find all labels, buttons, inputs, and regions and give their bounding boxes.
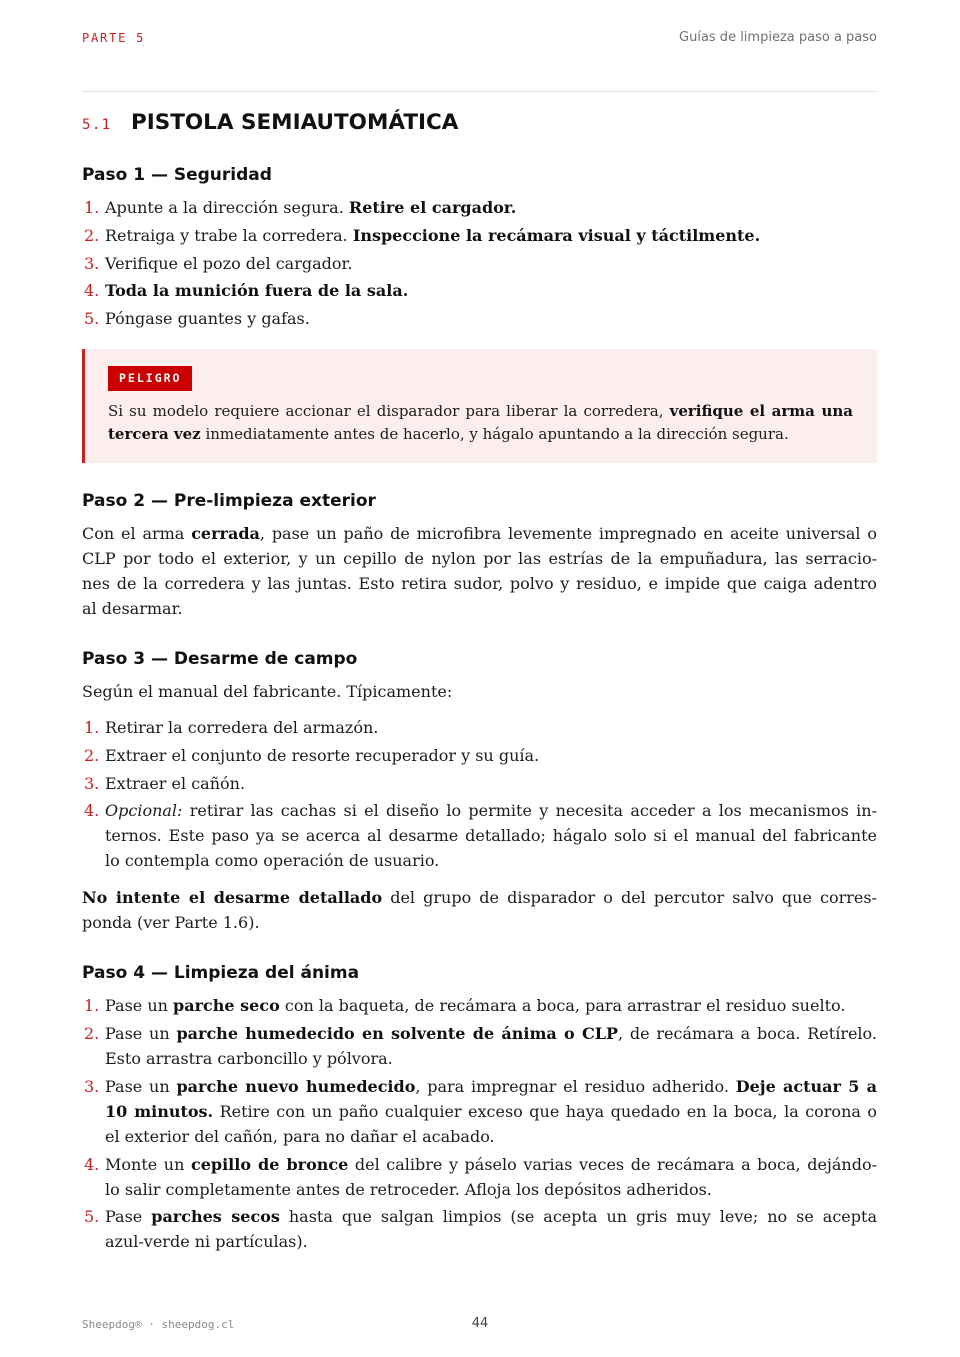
text-run: ponda (ver Parte 1.6).: [82, 913, 260, 933]
text-run: Póngase guantes y gafas.: [105, 309, 310, 328]
text-run: del grupo de disparador o del percutor salvo que corres-: [382, 888, 878, 908]
list-item: [82, 743, 877, 768]
list-item-line-text: [105, 746, 539, 765]
list-item-line: [105, 1074, 877, 1099]
list-item-line: [105, 251, 877, 276]
paragraph-line: [82, 910, 877, 935]
bold-text: tercera vez: [108, 424, 201, 443]
text-run: Monte un: [105, 1154, 191, 1174]
list-item-line-text: [105, 1049, 393, 1068]
text-run: Pase: [105, 1207, 152, 1227]
paragraph-line-text: [82, 574, 877, 593]
bold-text: parche nuevo humedecido: [176, 1076, 416, 1096]
list-item-line: [105, 1124, 877, 1149]
list-item: [82, 1021, 877, 1071]
list-item: [82, 251, 877, 276]
step-heading: Paso 4 — Limpieza del ánima: [82, 963, 360, 984]
list-item-line-text: [105, 801, 877, 820]
paragraph-line-text: [82, 524, 877, 543]
bold-text: Retire el cargador.: [348, 198, 517, 217]
bold-text: parche seco: [173, 996, 280, 1016]
list-item-line: [105, 823, 877, 848]
bold-text: parche humedecido en solvente de ánima o CLP: [176, 1024, 618, 1043]
intro-paragraph: [82, 679, 877, 704]
text-run: Pase un: [105, 1076, 177, 1096]
callout-line-text: [108, 425, 789, 443]
callout-text: [108, 400, 853, 446]
danger-callout: [82, 349, 877, 463]
section-title: PISTOLA SEMIAUTOMÁTICA: [131, 110, 459, 135]
paragraph-line: [82, 521, 877, 546]
text-run: Esto arrastra carboncillo y pólvora.: [105, 1049, 393, 1068]
list-item: [82, 223, 877, 248]
list-item-line: [105, 798, 877, 823]
text-run: lo salir completamente antes de retroceder. Afloja los depósitos adheridos.: [105, 1179, 712, 1199]
list-item-body: [105, 993, 877, 1018]
section-number: 5.1: [82, 117, 112, 133]
list-item: [82, 715, 877, 740]
bold-text: cepillo de bronce: [190, 1154, 349, 1174]
paragraph-line: [82, 546, 877, 571]
list-item-body: [105, 251, 877, 276]
text-run: Según el manual del fabricante. Típicamente:: [82, 682, 453, 701]
paragraph-line: [82, 596, 877, 621]
text-run: Apunte a la dirección segura.: [105, 198, 349, 217]
part-label: PARTE 5: [82, 31, 146, 45]
list-item-line-text: [105, 774, 245, 793]
text-run: Si su modelo requiere accionar el disparador para liberar la corredera,: [108, 401, 670, 420]
list-item-line-text: [105, 226, 760, 245]
text-run: hasta que salgan limpios (se acepta un gris muy leve; no se acepta: [279, 1207, 877, 1227]
text-run: Extraer el conjunto de resorte recuperador y su guía.: [105, 745, 540, 765]
list-item-body: [105, 306, 877, 331]
list-item-line: [105, 306, 877, 331]
text-run: retirar las cachas si el diseño lo permite y necesita acceder a los mecanismos in-: [182, 801, 877, 821]
list-item-line: [105, 223, 877, 248]
step-heading: Paso 1 — Seguridad: [82, 165, 272, 185]
bold-text: Deje actuar 5 a: [735, 1076, 878, 1096]
list-item-line-text: [105, 281, 408, 300]
text-run: Pase un: [105, 996, 174, 1016]
footer-brand: Sheepdog® · sheepdog.cl: [82, 1318, 235, 1331]
paragraph-line: [82, 885, 877, 910]
list-item-line-text: [105, 826, 877, 845]
list-item-body: [105, 278, 877, 303]
list-number: 2.: [84, 1024, 100, 1043]
text-run: nes de la corredera y las juntas. Esto retira sudor, polvo y residuo, e impide que caiga adentro: [82, 574, 877, 593]
step-4: [82, 961, 877, 1254]
step-1: [82, 163, 877, 463]
text-run: al desarmar.: [82, 599, 183, 618]
list-item-body: [105, 1152, 877, 1202]
list-item-line: [105, 1152, 877, 1177]
list-item-line: [105, 1229, 877, 1254]
list-item-body: [105, 1204, 877, 1254]
list-item-body: [105, 771, 877, 796]
list-item-line: [105, 195, 877, 220]
paragraph-line-text: [82, 549, 877, 568]
text-run: , pase un paño de microfibra levemente impregnado en aceite universal o: [259, 524, 878, 543]
list-number: 1.: [84, 996, 100, 1016]
body-paragraph: [82, 521, 877, 621]
list-item-line-text: [105, 309, 310, 328]
text-run: el exterior del cañón, para no dañar el acabado.: [105, 1126, 495, 1146]
text-run: Retirar la corredera del armazón.: [105, 718, 379, 737]
list-item: [82, 1152, 877, 1202]
page-content: [82, 108, 877, 1254]
list-number: 4.: [84, 281, 100, 301]
list-item-body: [105, 743, 877, 768]
list-item-line-text: [105, 1180, 712, 1199]
text-run: ternos. Este paso ya se acerca al desarme detallado; hágalo solo si el manual del fabricante: [105, 826, 877, 846]
list-item: [82, 1074, 877, 1149]
list-number: 3.: [84, 253, 100, 273]
list-number: 5.: [84, 1207, 100, 1227]
numbered-list: [82, 993, 877, 1254]
list-item: [82, 993, 877, 1018]
italic-text: Opcional:: [105, 801, 183, 821]
list-item-line-text: [105, 851, 439, 870]
callout-line: [108, 400, 853, 423]
list-number: 5.: [84, 309, 100, 328]
list-item: [82, 306, 877, 331]
list-item-line: [105, 848, 877, 873]
body-paragraph: [82, 885, 877, 935]
list-item-line: [105, 715, 877, 740]
list-number: 3.: [84, 773, 100, 793]
bold-text: 10 minutos.: [105, 1101, 214, 1121]
callout-line: [108, 423, 853, 446]
text-run: Verifique el pozo del cargador.: [105, 253, 353, 273]
list-item: [82, 798, 877, 873]
section-heading: [82, 108, 877, 138]
list-item-line-text: [105, 1024, 877, 1043]
text-run: inmediatamente antes de hacerlo, y hágalo apuntando a la dirección segura.: [200, 424, 789, 443]
list-item-body: [105, 223, 877, 248]
list-item-body: [105, 715, 877, 740]
list-item-line: [105, 771, 877, 796]
list-item-line: [105, 1021, 877, 1046]
list-item-body: [105, 195, 877, 220]
list-number: 2.: [84, 225, 100, 245]
bold-text: No intente el desarme detallado: [82, 888, 383, 908]
numbered-list: [82, 715, 877, 873]
list-item-line: [105, 1177, 877, 1202]
text-run: Retraiga y trabe la corredera.: [105, 225, 353, 245]
list-item-line: [105, 1099, 877, 1124]
list-item-body: [105, 1021, 877, 1071]
list-number: 4.: [84, 1154, 100, 1174]
list-number: 2.: [84, 745, 100, 765]
list-item: [82, 195, 877, 220]
numbered-list: [82, 195, 877, 331]
bold-text: parches secos: [151, 1207, 280, 1227]
text-run: lo contempla como operación de usuario.: [105, 851, 440, 871]
paragraph-line-text: [82, 888, 877, 907]
list-item-line-text: [105, 1232, 308, 1251]
paragraph-line-text: [82, 913, 260, 932]
list-item-line-text: [105, 996, 845, 1015]
list-item-line-text: [105, 1127, 495, 1146]
step-3: [82, 647, 877, 935]
list-item: [82, 771, 877, 796]
step-heading: Paso 2 — Pre-limpieza exterior: [82, 491, 376, 511]
step-heading: Paso 3 — Desarme de campo: [82, 649, 358, 669]
list-item-line: [105, 278, 877, 303]
list-number: 1.: [84, 198, 100, 217]
step-2: [82, 489, 877, 621]
intro-line-text: [82, 682, 452, 701]
list-item-line: [105, 1204, 877, 1229]
list-item-line-text: [105, 198, 516, 217]
list-item-line: [105, 743, 877, 768]
bold-text: verifique el arma una: [669, 401, 853, 420]
text-run: , de recámara a boca. Retírelo.: [618, 1024, 877, 1043]
list-number: 1.: [84, 718, 100, 737]
list-item: [82, 1204, 877, 1254]
list-item-line: [105, 993, 877, 1018]
list-item-body: [105, 798, 877, 873]
list-item-line-text: [105, 1155, 877, 1174]
list-item-line-text: [105, 1077, 877, 1096]
list-item-line: [105, 1046, 877, 1071]
text-run: azul-verde ni partículas).: [105, 1232, 308, 1252]
list-item-line-text: [105, 254, 352, 273]
running-title: Guías de limpieza paso a paso: [679, 30, 877, 45]
bold-text: cerrada: [191, 524, 260, 543]
header-divider: [82, 91, 877, 92]
text-run: , para impregnar el residuo adherido.: [415, 1076, 736, 1096]
list-number: 3.: [84, 1076, 100, 1096]
list-item-line-text: [105, 1102, 877, 1121]
intro-line: [82, 679, 877, 704]
text-run: CLP por todo el exterior, y un cepillo de nylon por las estrías de la empuñadura, las serracio-: [82, 549, 877, 568]
list-item-body: [105, 1074, 877, 1149]
text-run: Retire con un paño cualquier exceso que haya quedado en la boca, la corona o: [213, 1101, 878, 1121]
danger-badge: PELIGRO: [108, 366, 192, 391]
list-item-line-text: [105, 1207, 877, 1226]
text-run: del calibre y páselo varias veces de recámara a boca, dejándo-: [348, 1154, 878, 1174]
list-number: 4.: [84, 801, 100, 821]
callout-line-text: [108, 402, 853, 420]
list-item: [82, 278, 877, 303]
text-run: Pase un: [105, 1024, 177, 1043]
text-run: Extraer el cañón.: [105, 773, 246, 793]
paragraph-line: [82, 571, 877, 596]
text-run: con la baqueta, de recámara a boca, para arrastrar el residuo suelto.: [279, 996, 846, 1016]
bold-text: Inspeccione la recámara visual y táctilmente.: [352, 225, 761, 245]
text-run: Con el arma: [82, 524, 192, 543]
paragraph-line-text: [82, 599, 183, 618]
bold-text: Toda la munición fuera de la sala.: [105, 281, 409, 301]
page-number: 44: [471, 1316, 489, 1331]
list-item-line-text: [105, 718, 378, 737]
